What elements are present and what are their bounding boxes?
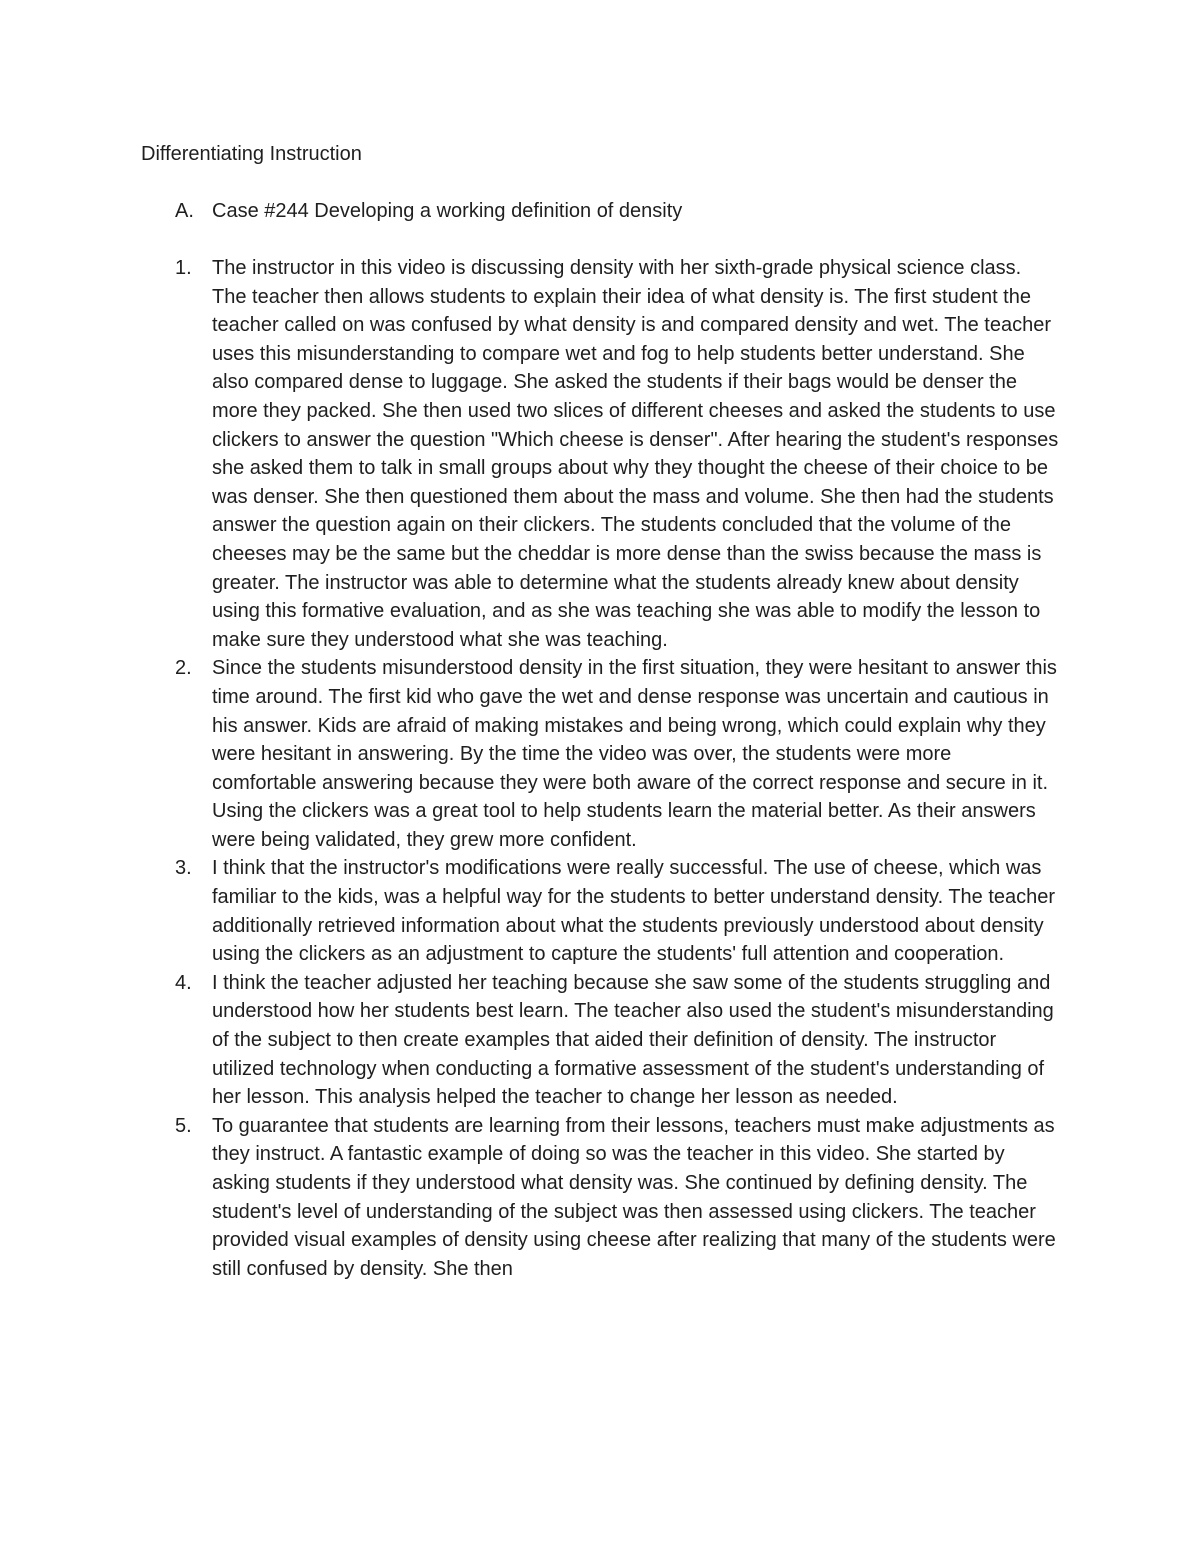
answer-number: 1. [175,257,192,279]
answer-number: 5. [175,1114,192,1137]
answer-item-3 [141,854,1071,968]
answer-list [141,254,1071,1283]
case-title: Case #244 Developing a working definition of density [212,200,683,222]
answer-text: I think that the instructor's modifications were really successful. The use of cheese, which was familiar to the kids, was a helpful way for the students to better understand density. The teacher additionally retrieved information about what the students previously understood about density using the clickers as an adjustment to capture the students' full attention and cooperation. [212,857,1056,966]
case-marker: A. [175,200,194,222]
answer-item-1 [141,254,1071,654]
answer-number: 4. [175,971,192,994]
answer-text: I think the teacher adjusted her teaching because she saw some of the students struggling and understood how her students best learn. The teacher also used the student's misunderstanding of the subject to then create examples that aided their definition of density. The instructor utilized technology when conducting a formative assessment of the student's understanding of her lesson. This analysis helped the teacher to change her lesson as needed. [212,971,1054,1109]
answer-text: Since the students misunderstood density in the first situation, they were hesitant to answer this time around. The first kid who gave the wet and dense response was uncertain and cautious in his answer. Kids are afraid of making mistakes and being wrong, which could explain why they were hesitant in answering. By the time the video was over, the students were more comfortable answering because they were both aware of the correct response and secure in it. Using the clickers was a great tool to help students learn the material better. As their answers were being validated, they grew more confident. [212,657,1057,851]
document-title: Differentiating Instruction [141,143,362,165]
answer-number: 2. [175,657,192,680]
answer-item-5 [141,1112,1071,1284]
answer-number: 3. [175,857,192,880]
answer-item-4 [141,969,1071,1112]
answer-item-2 [141,654,1071,854]
answer-text: The instructor in this video is discussing density with her sixth-grade physical science class. The teacher then allows students to explain their idea of what density is. The first student the teacher called on was confused by what density is and compared density and wet. The teacher uses this misunderstanding to compare wet and fog to help students better understand. She also compared dense to luggage. She asked the students if their bags would be denser the more they packed. She then used two slices of different cheeses and asked the students to use clickers to answer the question "Which cheese is denser". After hearing the student's responses she asked them to talk in small groups about why they thought the cheese of their choice to be was denser. She then questioned them about the mass and volume. She then had the students answer the question again on their clickers. The students concluded that the volume of the cheeses may be the same but the cheddar is more dense than the swiss because the mass is greater. The instructor was able to determine what the students already knew about density using this formative evaluation, and as she was teaching she was able to modify the lesson to make sure they understood what she was teaching. [212,257,1059,651]
answer-text: To guarantee that students are learning from their lessons, teachers must make adjustments as they instruct. A fantastic example of doing so was the teacher in this video. She started by asking students if they understood what density was. She continued by defining density. The student's level of understanding of the subject was then assessed using clickers. The teacher provided visual examples of density using cheese after realizing that many of the students were still confused by density. She then [212,1114,1056,1280]
